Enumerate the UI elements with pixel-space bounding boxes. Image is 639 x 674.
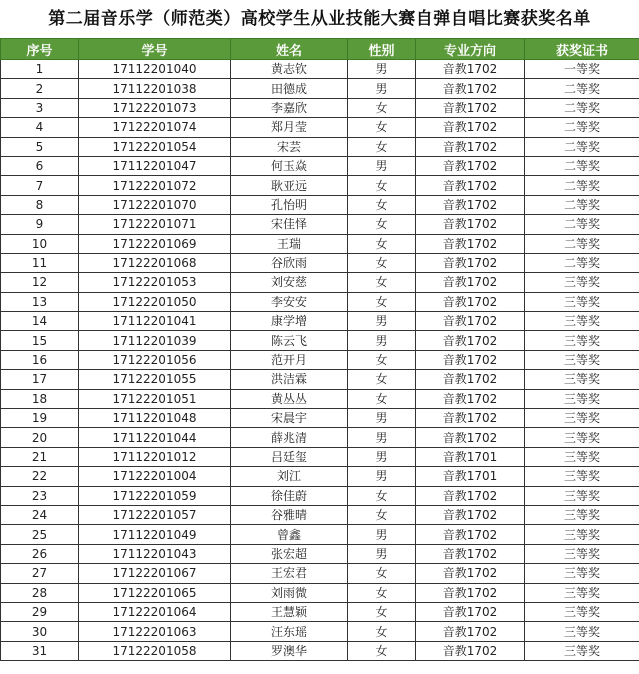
cell-student-id: 17112201043 — [79, 544, 231, 563]
cell-index: 20 — [1, 428, 79, 447]
table-row — [1, 156, 639, 175]
cell-student-id: 17122201067 — [79, 564, 231, 583]
cell-index: 26 — [1, 544, 79, 563]
cell-index: 18 — [1, 389, 79, 408]
cell-award: 三等奖 — [525, 428, 639, 447]
cell-name: 宋佳怿 — [231, 215, 348, 234]
column-header-student-id: 学号 — [79, 39, 231, 60]
cell-award: 三等奖 — [525, 273, 639, 292]
cell-name: 何玉焱 — [231, 156, 348, 175]
column-header-major: 专业方向 — [416, 39, 525, 60]
cell-major: 音教1702 — [416, 215, 525, 234]
cell-award: 二等奖 — [525, 98, 639, 117]
cell-name: 谷雅晴 — [231, 505, 348, 524]
cell-student-id: 17122201058 — [79, 641, 231, 660]
cell-major: 音教1702 — [416, 118, 525, 137]
cell-name: 王宏君 — [231, 564, 348, 583]
cell-index: 4 — [1, 118, 79, 137]
cell-major: 音教1702 — [416, 564, 525, 583]
page-title: 第二届音乐学（师范类）高校学生从业技能大赛自弹自唱比赛获奖名单 — [48, 9, 591, 29]
cell-student-id: 17122201071 — [79, 215, 231, 234]
cell-name: 罗澳华 — [231, 641, 348, 660]
cell-index: 17 — [1, 370, 79, 389]
cell-gender: 女 — [348, 641, 416, 660]
cell-gender: 女 — [348, 176, 416, 195]
cell-award: 三等奖 — [525, 544, 639, 563]
table-row — [1, 544, 639, 563]
cell-gender: 男 — [348, 467, 416, 486]
cell-name: 曾鑫 — [231, 525, 348, 544]
cell-student-id: 17122201056 — [79, 350, 231, 369]
table-row — [1, 467, 639, 486]
cell-gender: 女 — [348, 622, 416, 641]
cell-major: 音教1702 — [416, 389, 525, 408]
cell-award: 三等奖 — [525, 564, 639, 583]
cell-gender: 女 — [348, 215, 416, 234]
cell-student-id: 17122201070 — [79, 195, 231, 214]
table-header — [1, 39, 639, 60]
cell-index: 9 — [1, 215, 79, 234]
cell-student-id: 17122201054 — [79, 137, 231, 156]
cell-name: 范开月 — [231, 350, 348, 369]
cell-award: 二等奖 — [525, 215, 639, 234]
table-row — [1, 641, 639, 660]
cell-award: 二等奖 — [525, 79, 639, 98]
cell-award: 三等奖 — [525, 292, 639, 311]
cell-index: 28 — [1, 583, 79, 602]
cell-index: 25 — [1, 525, 79, 544]
table-row — [1, 273, 639, 292]
table-row — [1, 505, 639, 524]
cell-index: 14 — [1, 312, 79, 331]
cell-name: 宋芸 — [231, 137, 348, 156]
table-row — [1, 350, 639, 369]
cell-student-id: 17122201055 — [79, 370, 231, 389]
cell-major: 音教1702 — [416, 602, 525, 621]
cell-major: 音教1702 — [416, 156, 525, 175]
cell-index: 30 — [1, 622, 79, 641]
column-header-name: 姓名 — [231, 39, 348, 60]
cell-major: 音教1702 — [416, 641, 525, 660]
cell-gender: 女 — [348, 564, 416, 583]
cell-major: 音教1702 — [416, 234, 525, 253]
cell-student-id: 17122201064 — [79, 602, 231, 621]
cell-major: 音教1702 — [416, 195, 525, 214]
cell-major: 音教1702 — [416, 370, 525, 389]
cell-gender: 女 — [348, 234, 416, 253]
cell-major: 音教1702 — [416, 505, 525, 524]
table-row — [1, 118, 639, 137]
cell-index: 29 — [1, 602, 79, 621]
cell-name: 孔怡明 — [231, 195, 348, 214]
cell-name: 刘安慈 — [231, 273, 348, 292]
cell-index: 3 — [1, 98, 79, 117]
table-row — [1, 370, 639, 389]
cell-index: 7 — [1, 176, 79, 195]
cell-index: 21 — [1, 447, 79, 466]
cell-award: 三等奖 — [525, 641, 639, 660]
cell-name: 王瑞 — [231, 234, 348, 253]
column-header-award: 获奖证书 — [525, 39, 639, 60]
table-row — [1, 215, 639, 234]
cell-student-id: 17112201012 — [79, 447, 231, 466]
cell-award: 一等奖 — [525, 60, 639, 79]
column-header-index: 序号 — [1, 39, 79, 60]
cell-award: 三等奖 — [525, 370, 639, 389]
column-header-gender: 性别 — [348, 39, 416, 60]
cell-gender: 女 — [348, 389, 416, 408]
cell-name: 汪东瑶 — [231, 622, 348, 641]
cell-gender: 女 — [348, 486, 416, 505]
cell-award: 二等奖 — [525, 234, 639, 253]
cell-major: 音教1702 — [416, 486, 525, 505]
table-row — [1, 60, 639, 79]
cell-award: 三等奖 — [525, 312, 639, 331]
cell-student-id: 17122201051 — [79, 389, 231, 408]
cell-major: 音教1702 — [416, 176, 525, 195]
cell-award: 三等奖 — [525, 389, 639, 408]
cell-index: 11 — [1, 253, 79, 272]
cell-student-id: 17112201041 — [79, 312, 231, 331]
cell-student-id: 17122201063 — [79, 622, 231, 641]
cell-student-id: 17112201039 — [79, 331, 231, 350]
cell-student-id: 17112201047 — [79, 156, 231, 175]
cell-gender: 男 — [348, 312, 416, 331]
cell-major: 音教1702 — [416, 253, 525, 272]
cell-gender: 男 — [348, 156, 416, 175]
cell-student-id: 17122201068 — [79, 253, 231, 272]
cell-index: 22 — [1, 467, 79, 486]
cell-name: 宋晨宇 — [231, 409, 348, 428]
cell-award: 二等奖 — [525, 137, 639, 156]
cell-gender: 女 — [348, 98, 416, 117]
table-row — [1, 622, 639, 641]
cell-name: 田德成 — [231, 79, 348, 98]
cell-name: 刘江 — [231, 467, 348, 486]
cell-index: 16 — [1, 350, 79, 369]
cell-award: 三等奖 — [525, 505, 639, 524]
cell-award: 二等奖 — [525, 118, 639, 137]
cell-gender: 男 — [348, 79, 416, 98]
cell-gender: 女 — [348, 292, 416, 311]
cell-gender: 男 — [348, 428, 416, 447]
cell-award: 二等奖 — [525, 253, 639, 272]
cell-index: 12 — [1, 273, 79, 292]
cell-award: 三等奖 — [525, 622, 639, 641]
cell-major: 音教1702 — [416, 79, 525, 98]
table-row — [1, 447, 639, 466]
cell-major: 音教1702 — [416, 137, 525, 156]
cell-major: 音教1702 — [416, 544, 525, 563]
table-row — [1, 602, 639, 621]
cell-student-id: 17122201050 — [79, 292, 231, 311]
cell-name: 郑月莹 — [231, 118, 348, 137]
cell-gender: 女 — [348, 118, 416, 137]
table-row — [1, 428, 639, 447]
cell-name: 耿亚远 — [231, 176, 348, 195]
award-table — [0, 38, 639, 661]
cell-major: 音教1702 — [416, 409, 525, 428]
cell-name: 谷欣雨 — [231, 253, 348, 272]
cell-major: 音教1702 — [416, 292, 525, 311]
cell-gender: 女 — [348, 602, 416, 621]
cell-major: 音教1702 — [416, 60, 525, 79]
table-row — [1, 292, 639, 311]
cell-name: 李嘉欣 — [231, 98, 348, 117]
cell-gender: 女 — [348, 505, 416, 524]
cell-name: 康学增 — [231, 312, 348, 331]
cell-gender: 女 — [348, 195, 416, 214]
cell-award: 三等奖 — [525, 602, 639, 621]
cell-index: 8 — [1, 195, 79, 214]
cell-name: 王慧颖 — [231, 602, 348, 621]
cell-name: 张宏超 — [231, 544, 348, 563]
cell-index: 6 — [1, 156, 79, 175]
cell-award: 三等奖 — [525, 409, 639, 428]
cell-student-id: 17122201059 — [79, 486, 231, 505]
table-row — [1, 79, 639, 98]
cell-student-id: 17122201073 — [79, 98, 231, 117]
cell-student-id: 17122201074 — [79, 118, 231, 137]
cell-student-id: 17122201065 — [79, 583, 231, 602]
cell-major: 音教1702 — [416, 98, 525, 117]
cell-name: 黄丛丛 — [231, 389, 348, 408]
cell-student-id: 17122201053 — [79, 273, 231, 292]
cell-student-id: 17112201040 — [79, 60, 231, 79]
cell-name: 黄志钦 — [231, 60, 348, 79]
cell-index: 5 — [1, 137, 79, 156]
cell-name: 李安安 — [231, 292, 348, 311]
cell-award: 三等奖 — [525, 350, 639, 369]
cell-index: 10 — [1, 234, 79, 253]
cell-major: 音教1701 — [416, 447, 525, 466]
cell-index: 23 — [1, 486, 79, 505]
table-row — [1, 409, 639, 428]
cell-name: 薛兆清 — [231, 428, 348, 447]
table-row — [1, 234, 639, 253]
table-row — [1, 583, 639, 602]
table-row — [1, 486, 639, 505]
cell-index: 31 — [1, 641, 79, 660]
table-row — [1, 137, 639, 156]
cell-major: 音教1702 — [416, 350, 525, 369]
table-body — [1, 60, 639, 661]
cell-index: 1 — [1, 60, 79, 79]
cell-award: 三等奖 — [525, 525, 639, 544]
cell-major: 音教1702 — [416, 331, 525, 350]
cell-gender: 男 — [348, 331, 416, 350]
cell-award: 三等奖 — [525, 583, 639, 602]
table-row — [1, 98, 639, 117]
table-row — [1, 195, 639, 214]
cell-gender: 女 — [348, 370, 416, 389]
cell-gender: 男 — [348, 525, 416, 544]
cell-award: 三等奖 — [525, 331, 639, 350]
cell-gender: 男 — [348, 544, 416, 563]
cell-student-id: 17112201048 — [79, 409, 231, 428]
cell-major: 音教1702 — [416, 525, 525, 544]
cell-index: 2 — [1, 79, 79, 98]
cell-major: 音教1702 — [416, 312, 525, 331]
cell-major: 音教1702 — [416, 622, 525, 641]
cell-index: 24 — [1, 505, 79, 524]
cell-gender: 女 — [348, 350, 416, 369]
cell-gender: 女 — [348, 137, 416, 156]
cell-award: 二等奖 — [525, 156, 639, 175]
cell-name: 陈云飞 — [231, 331, 348, 350]
cell-name: 洪洁霖 — [231, 370, 348, 389]
table-row — [1, 331, 639, 350]
cell-gender: 女 — [348, 273, 416, 292]
cell-major: 音教1702 — [416, 428, 525, 447]
cell-award: 三等奖 — [525, 467, 639, 486]
cell-name: 刘雨微 — [231, 583, 348, 602]
table-row — [1, 312, 639, 331]
cell-index: 27 — [1, 564, 79, 583]
table-row — [1, 253, 639, 272]
cell-award: 二等奖 — [525, 176, 639, 195]
cell-gender: 男 — [348, 60, 416, 79]
cell-student-id: 17112201049 — [79, 525, 231, 544]
cell-gender: 男 — [348, 447, 416, 466]
table-row — [1, 525, 639, 544]
cell-name: 徐佳蔚 — [231, 486, 348, 505]
cell-student-id: 17122201057 — [79, 505, 231, 524]
cell-name: 吕廷玺 — [231, 447, 348, 466]
table-row — [1, 176, 639, 195]
cell-major: 音教1702 — [416, 273, 525, 292]
cell-gender: 女 — [348, 583, 416, 602]
cell-award: 三等奖 — [525, 486, 639, 505]
cell-gender: 女 — [348, 253, 416, 272]
cell-student-id: 17122201004 — [79, 467, 231, 486]
cell-gender: 男 — [348, 409, 416, 428]
cell-student-id: 17112201038 — [79, 79, 231, 98]
cell-student-id: 17122201069 — [79, 234, 231, 253]
cell-major: 音教1701 — [416, 467, 525, 486]
cell-award: 三等奖 — [525, 447, 639, 466]
cell-student-id: 17112201044 — [79, 428, 231, 447]
table-row — [1, 564, 639, 583]
cell-index: 13 — [1, 292, 79, 311]
cell-major: 音教1702 — [416, 583, 525, 602]
cell-student-id: 17122201072 — [79, 176, 231, 195]
cell-award: 二等奖 — [525, 195, 639, 214]
header-row — [1, 39, 639, 60]
table-row — [1, 389, 639, 408]
cell-index: 15 — [1, 331, 79, 350]
cell-index: 19 — [1, 409, 79, 428]
